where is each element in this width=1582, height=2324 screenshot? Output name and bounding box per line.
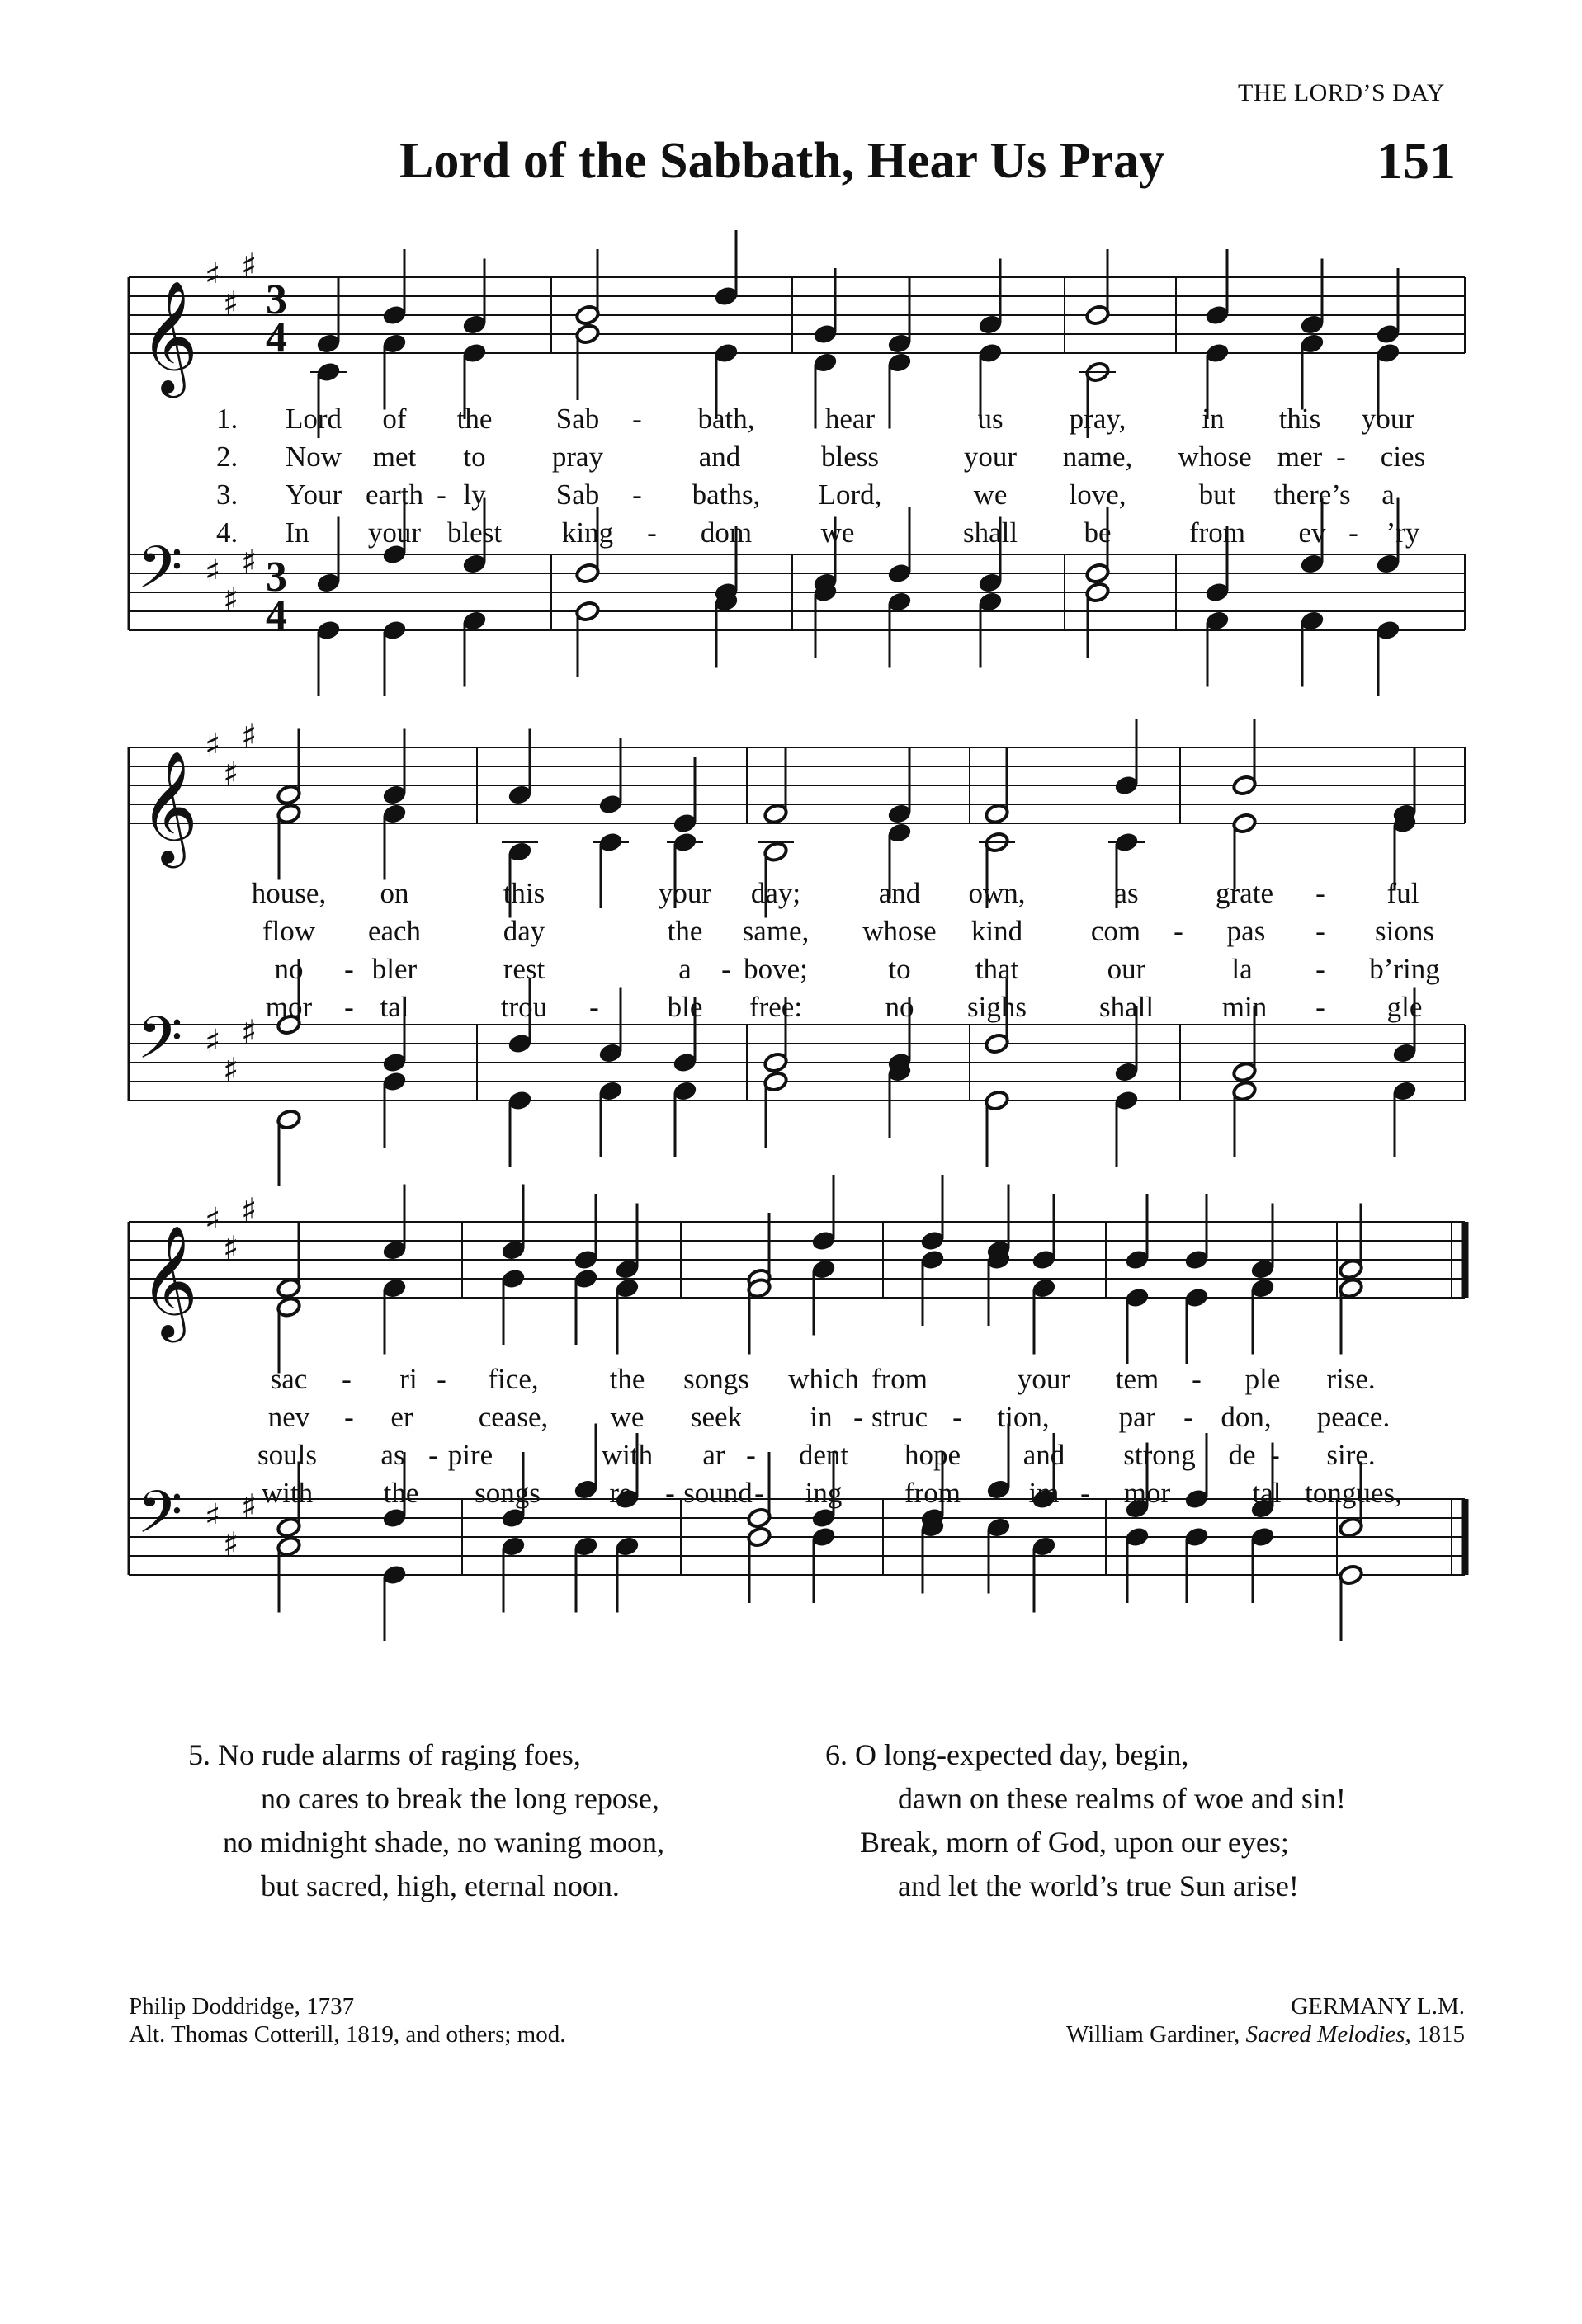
- lyric-syllable: -: [589, 991, 599, 1023]
- lyric-syllable: with: [601, 1439, 654, 1471]
- tune-credit: [1066, 1992, 1465, 2048]
- lyric-syllable: -: [1192, 1477, 1202, 1509]
- lyric-syllable: hear: [824, 403, 876, 435]
- verse-line: but sacred, high, eternal noon.: [261, 1869, 620, 1902]
- lyric-syllable: -: [1174, 915, 1183, 947]
- lyric-syllable: we: [610, 1401, 645, 1433]
- lyric-syllable: house,: [251, 877, 327, 909]
- sharp-sign: ♯: [223, 285, 239, 323]
- lyric-syllable: be: [1084, 516, 1112, 549]
- lyric-syllable: tion,: [997, 1401, 1050, 1433]
- lyric-syllable: mer: [1277, 441, 1323, 473]
- lyric-syllable: cease,: [478, 1401, 549, 1433]
- lyric-syllable: the: [456, 403, 493, 435]
- lyric-syllable: de: [1228, 1439, 1256, 1471]
- sharp-sign: ♯: [205, 727, 221, 765]
- lyric-syllable: Your: [285, 478, 342, 511]
- lyric-syllable: la: [1231, 953, 1253, 985]
- lyric-syllable: -: [1348, 516, 1358, 549]
- lyric-syllable: -: [1336, 441, 1346, 473]
- lyric-syllable: tem: [1115, 1363, 1159, 1395]
- composer-line: [1066, 2020, 1465, 2048]
- lyric-syllable: nev: [267, 1401, 310, 1433]
- lyric-syllable: peace.: [1316, 1401, 1391, 1433]
- lyric-syllable: -: [1315, 877, 1325, 909]
- lyric-syllable: baths,: [692, 478, 761, 511]
- verse-line: dawn on these realms of woe and sin!: [898, 1782, 1346, 1815]
- lyric-syllable: pray,: [1069, 403, 1126, 435]
- lyric-syllable: whose: [1178, 441, 1252, 473]
- lyric-syllable: -: [853, 1401, 863, 1433]
- lyric-syllable: but: [1198, 478, 1236, 511]
- lyric-syllable: blest: [446, 516, 503, 549]
- time-signature-bottom: 4: [266, 314, 287, 361]
- lyric-syllable: our: [1107, 953, 1146, 985]
- verse-line: Break, morn of God, upon our eyes;: [860, 1826, 1289, 1859]
- lyric-syllable: to: [463, 441, 486, 473]
- lyric-syllable: -: [632, 403, 642, 435]
- sharp-sign: ♯: [241, 717, 257, 756]
- lyric-syllable: to: [888, 953, 911, 985]
- lyric-syllable: -: [342, 1363, 352, 1395]
- lyric-syllable: -: [746, 1439, 756, 1471]
- lyric-syllable: no: [274, 953, 304, 985]
- time-signature-bottom: 4: [266, 592, 287, 639]
- lyric-syllable: -: [428, 1439, 438, 1471]
- lyric-syllable: gle: [1386, 991, 1423, 1023]
- lyric-syllable: ing: [805, 1477, 843, 1509]
- lyric-syllable: souls: [257, 1439, 317, 1471]
- lyric-syllable: -: [1080, 1477, 1090, 1509]
- sharp-sign: ♯: [241, 1013, 257, 1052]
- lyric-syllable: -: [1192, 1363, 1202, 1395]
- lyric-syllable: -: [437, 1363, 446, 1395]
- sharp-sign: ♯: [241, 1191, 257, 1230]
- sharp-sign: ♯: [223, 581, 239, 620]
- lyric-syllable: ri: [399, 1363, 418, 1395]
- bass-clef: 𝄢: [137, 1004, 183, 1087]
- lyric-syllable: strong: [1123, 1439, 1196, 1471]
- lyric-syllable: and: [1022, 1439, 1065, 1471]
- lyric-syllable: pire: [447, 1439, 493, 1471]
- lyric-syllable: with: [261, 1477, 314, 1509]
- lyric-syllable: we: [820, 516, 855, 549]
- lyric-syllable: which: [788, 1363, 859, 1395]
- lyric-syllable: -: [647, 516, 657, 549]
- lyric-syllable: the: [667, 915, 703, 947]
- lyric-syllable: whose: [862, 915, 937, 947]
- lyric-syllable: -: [721, 953, 731, 985]
- lyric-syllable: -: [437, 478, 446, 511]
- lyric-syllable: flow: [262, 915, 316, 947]
- lyric-syllable: on: [380, 877, 409, 909]
- verse-number: 3.: [216, 478, 238, 511]
- lyric-syllable: of: [382, 403, 407, 435]
- treble-clef: 𝄞: [140, 1223, 198, 1337]
- lyric-syllable: -: [344, 991, 354, 1023]
- lyric-syllable: own,: [968, 877, 1026, 909]
- hymn-number: 151: [1377, 131, 1456, 190]
- lyric-syllable: day: [503, 915, 545, 947]
- lyric-syllable: in: [810, 1401, 833, 1433]
- lyric-syllable: Lord: [285, 403, 342, 435]
- lyric-syllable: -: [1315, 915, 1325, 947]
- lyric-syllable: seek: [690, 1401, 743, 1433]
- lyric-syllable: songs: [475, 1477, 541, 1509]
- lyric-syllable: no: [885, 991, 914, 1023]
- lyric-syllable: -: [1315, 953, 1325, 985]
- lyric-syllable: love,: [1069, 478, 1126, 511]
- lyric-syllable: king: [561, 516, 614, 549]
- treble-clef: 𝄞: [140, 279, 198, 393]
- lyric-syllable: cies: [1380, 441, 1426, 473]
- lyric-syllable: -: [1183, 1401, 1193, 1433]
- lyric-syllable: the: [609, 1363, 645, 1395]
- lyric-syllable: grate: [1216, 877, 1273, 909]
- lyric-syllable: dom: [700, 516, 753, 549]
- lyric-syllable: the: [383, 1477, 419, 1509]
- lyric-syllable: ble: [667, 991, 703, 1023]
- lyric-syllable: as: [1114, 877, 1139, 909]
- lyric-syllable: im: [1028, 1477, 1060, 1509]
- composer-source: Sacred Melodies,: [1245, 2021, 1411, 2048]
- verse-line: 5. No rude alarms of raging foes,: [188, 1738, 581, 1771]
- lyric-syllable: tongues,: [1305, 1477, 1402, 1509]
- lyric-syllable: your: [1361, 403, 1415, 435]
- lyric-syllable: min: [1221, 991, 1268, 1023]
- lyric-syllable: your: [658, 877, 712, 909]
- lyric-syllable: this: [1278, 403, 1321, 435]
- lyric-syllable: free:: [748, 991, 803, 1023]
- lyric-syllable: shall: [1098, 991, 1155, 1023]
- section-label: THE LORD’S DAY: [1238, 79, 1445, 106]
- lyric-syllable: rise.: [1326, 1363, 1376, 1395]
- text-credit: [129, 1992, 565, 2048]
- lyric-syllable: your: [367, 516, 422, 549]
- lyric-syllable: as: [380, 1439, 405, 1471]
- time-signature-top: 3: [266, 276, 287, 323]
- lyric-syllable: -: [665, 1477, 675, 1509]
- lyric-syllable: pas: [1226, 915, 1266, 947]
- lyric-syllable: don,: [1221, 1401, 1272, 1433]
- treble-clef: 𝄞: [140, 749, 198, 863]
- lyric-syllable: name,: [1062, 441, 1133, 473]
- composer-name: William Gardiner,: [1065, 2021, 1246, 2048]
- lyric-syllable: -: [344, 953, 354, 985]
- lyric-syllable: from: [1188, 516, 1246, 549]
- lyric-syllable: In: [285, 516, 309, 549]
- verse-line: and let the world’s true Sun arise!: [898, 1869, 1299, 1902]
- lyric-syllable: tal: [380, 991, 409, 1023]
- lyric-syllable: com: [1090, 915, 1141, 947]
- lyric-syllable: a: [1381, 478, 1395, 511]
- verse-line: no cares to break the long repose,: [261, 1782, 659, 1815]
- lyric-syllable: -: [344, 1401, 354, 1433]
- lyric-syllable: ful: [1386, 877, 1419, 909]
- lyric-syllable: rest: [503, 953, 545, 985]
- lyric-syllable: sac: [270, 1363, 308, 1395]
- lyric-syllable: Lord,: [818, 478, 882, 511]
- sharp-sign: ♯: [205, 1497, 221, 1535]
- lyric-syllable: par: [1118, 1401, 1156, 1433]
- lyric-syllable: hope: [904, 1439, 961, 1471]
- lyric-syllable: shall: [962, 516, 1018, 549]
- lyric-syllable: each: [367, 915, 422, 947]
- lyric-syllable: Now: [285, 441, 342, 473]
- lyric-syllable: bove;: [744, 953, 808, 985]
- lyric-syllable: -: [1270, 1439, 1280, 1471]
- lyric-syllable: struc: [871, 1401, 928, 1433]
- lyric-syllable: kind: [970, 915, 1023, 947]
- sharp-sign: ♯: [205, 553, 221, 591]
- lyric-syllable: ev: [1298, 516, 1326, 549]
- lyric-syllable: ’ry: [1386, 516, 1420, 549]
- lyric-syllable: a: [678, 953, 692, 985]
- lyric-syllable: re: [609, 1477, 632, 1509]
- lyric-syllable: we: [973, 478, 1008, 511]
- lyric-syllable: -: [754, 1477, 764, 1509]
- lyric-syllable: -: [1315, 991, 1325, 1023]
- lyric-syllable: er: [390, 1401, 413, 1433]
- lyric-syllable: bless: [821, 441, 879, 473]
- bass-clef: 𝄢: [137, 534, 183, 616]
- time-signature-top: 3: [266, 554, 287, 601]
- lyric-syllable: mor: [265, 991, 313, 1023]
- lyric-syllable: sound: [683, 1477, 753, 1509]
- lyric-syllable: ple: [1244, 1363, 1281, 1395]
- sharp-sign: ♯: [205, 1201, 221, 1239]
- lyric-syllable: -: [952, 1401, 962, 1433]
- sharp-sign: ♯: [223, 755, 239, 794]
- lyric-syllable: in: [1202, 403, 1225, 435]
- lyric-syllable: earth: [366, 478, 423, 511]
- lyric-syllable: and: [698, 441, 741, 473]
- lyric-syllable: us: [977, 403, 1004, 435]
- lyric-syllable: sighs: [967, 991, 1027, 1023]
- lyric-syllable: this: [503, 877, 545, 909]
- sharp-sign: ♯: [205, 1023, 221, 1061]
- lyric-syllable: bler: [371, 953, 418, 985]
- author-line-2: Alt. Thomas Cotterill, 1819, and others; mod.: [129, 2021, 566, 2048]
- lyric-syllable: sions: [1375, 915, 1434, 947]
- verse-number: 2.: [216, 441, 238, 473]
- lyric-syllable: songs: [683, 1363, 749, 1395]
- hymn-title: Lord of the Sabbath, Hear Us Pray: [399, 133, 1165, 189]
- lyric-syllable: tal: [1252, 1477, 1282, 1509]
- lyric-syllable: met: [372, 441, 417, 473]
- bass-clef: 𝄢: [137, 1478, 183, 1561]
- lyric-syllable: ly: [463, 478, 486, 511]
- lyric-syllable: your: [963, 441, 1018, 473]
- lyric-syllable: bath,: [697, 403, 755, 435]
- lyric-syllable: trou: [500, 991, 548, 1023]
- lyric-syllable: from: [871, 1363, 928, 1395]
- sharp-sign: ♯: [241, 247, 257, 285]
- lyric-syllable: ar: [702, 1439, 725, 1471]
- lyric-syllable: dent: [798, 1439, 849, 1471]
- sharp-sign: ♯: [241, 543, 257, 582]
- lyric-syllable: and: [878, 877, 921, 909]
- verse-number: 1.: [216, 403, 238, 435]
- lyric-syllable: fice,: [488, 1363, 539, 1395]
- sharp-sign: ♯: [223, 1229, 239, 1268]
- lyric-syllable: day;: [750, 877, 801, 909]
- lyric-syllable: b’ring: [1369, 953, 1440, 985]
- sharp-sign: ♯: [223, 1051, 239, 1090]
- lyric-syllable: -: [632, 478, 642, 511]
- lyric-syllable: Sab: [555, 403, 600, 435]
- lyric-syllable: mor: [1123, 1477, 1171, 1509]
- verse-line: no midnight shade, no waning moon,: [223, 1826, 664, 1859]
- lyric-syllable: that: [975, 953, 1019, 985]
- lyric-syllable: there’s: [1273, 478, 1351, 511]
- author-line-1: Philip Doddridge, 1737: [129, 1993, 355, 2020]
- verse-number: 4.: [216, 516, 238, 549]
- lyric-syllable: same,: [742, 915, 810, 947]
- tune-name: GERMANY L.M.: [1291, 1993, 1465, 2020]
- lyric-syllable: your: [1017, 1363, 1071, 1395]
- lyric-syllable: pray: [551, 441, 604, 473]
- sharp-sign: ♯: [223, 1525, 239, 1564]
- sharp-sign: ♯: [241, 1487, 257, 1526]
- composer-year: 1815: [1410, 2021, 1465, 2048]
- sharp-sign: ♯: [205, 257, 221, 295]
- verse-line: 6. O long-expected day, begin,: [825, 1738, 1189, 1771]
- lyric-syllable: sire.: [1326, 1439, 1376, 1471]
- lyric-syllable: Sab: [555, 478, 600, 511]
- lyric-syllable: from: [904, 1477, 961, 1509]
